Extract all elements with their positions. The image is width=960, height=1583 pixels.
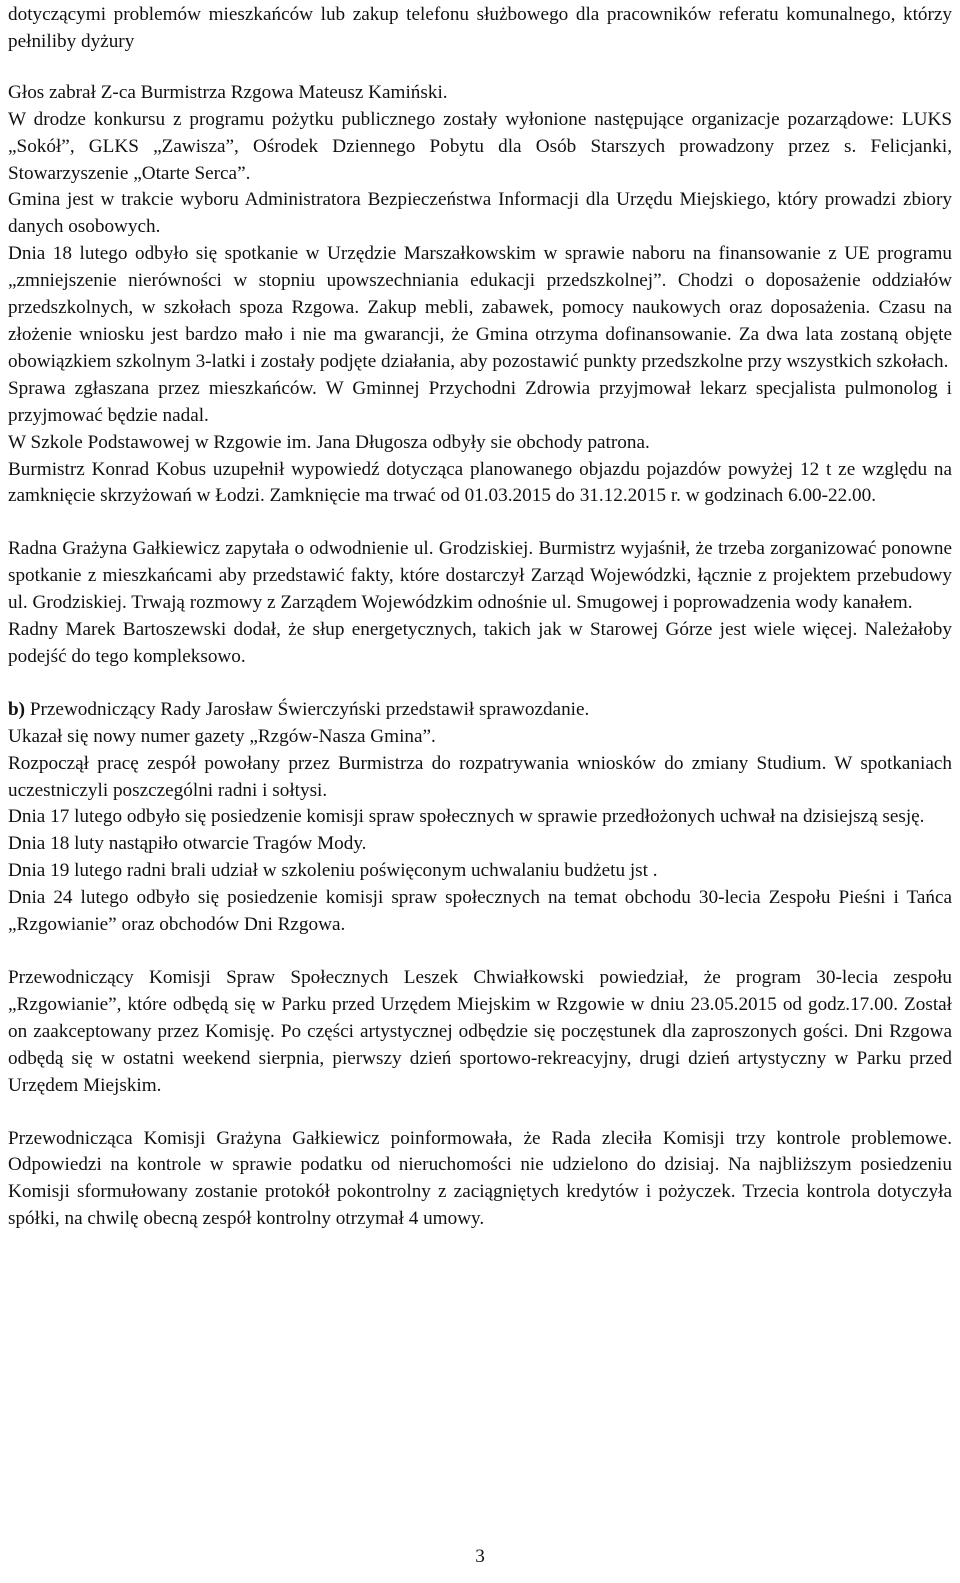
document-body [8, 2, 952, 1233]
paragraph-contest-organizations: W drodze konkursu z programu pożytku publicznego zostały wyłonione następujące organizacje pozarządowe: LUKS „Sokół”, GLKS „Zawisza”, Ośrodek Dziennego Pobytu dla Osób Starszych prowadzony przez s. Felicjanki, Stowarzyszenie „Otarte Serca”. [8, 108, 952, 184]
paragraph-committee-24: Dnia 24 lutego odbyło się posiedzenie komisji spraw społecznych na temat obchodu 30-lecia Zespołu Pieśni i Tańca „Rzgowianie” oraz obchodów Dni Rzgowa. [8, 887, 952, 936]
paragraph-gap [8, 671, 952, 697]
paragraph-clinic: Sprawa zgłaszana przez mieszkańców. W Gminnej Przychodni Zdrowia przyjmował lekarz specjalista pulmonolog i przyjmować będzie nadal. [8, 377, 952, 426]
paragraph-budget-training: Dnia 19 lutego radni brali udział w szkoleniu poświęconym uchwalaniu budżetu jst . [8, 860, 658, 882]
paragraph-preschool-funding: Dnia 18 lutego odbyło się spotkanie w Urzędzie Marszałkowskim w sprawie naboru na finansowanie z UE programu „zmniejszenie nierówności w stopniu upowszechniania edukacji przedszkolnej”. Chodzi o doposażenie oddziałów przedszkolnych, w szkołach spoza Rzgowa. Zakup mebli, zabawek, pomocy naukowych oraz doposażenia. Czasu na złożenie wniosku jest bardzo mało i nie ma gwarancji, że Gmina otrzyma dofinansowanie. Za dwa lata zostaną objęte obowiązkiem szkolnym 3-latki i zostały podjęte działania, aby pozostawić punkty przedszkolne przy wszystkich szkołach. [8, 243, 952, 372]
paragraph-traffic-detour: Burmistrz Konrad Kobus uzupełnił wypowiedź dotycząca planowanego objazdu pojazdów powyżej 12 t ze względu na zamknięcie skrzyżowań w Łodzi. Zamknięcie ma trwać od 01.03.2015 do 31.12.2015 r. w godzinach 6.00-22.00. [8, 458, 952, 507]
paragraph-audit-committee: Przewodnicząca Komisji Grażyna Gałkiewicz poinformowała, że Rada zleciła Komisji trzy kontrole problemowe. Odpowiedzi na kontrole w sprawie podatku od nieruchomości nie udzielono do dzisiaj. Na najbliższym posiedzeniu Komisji sformułowany zostanie protokół pokontrolny z zaciągniętych kredytów i pożyczek. Trzecia kontrola dotyczyła spółki, na chwilę obecną zespół kontrolny otrzymał 4 umowy. [8, 1127, 952, 1230]
paragraph-gap [8, 1100, 952, 1126]
paragraph-continuation: dotyczącymi problemów mieszkańców lub zakup telefonu służbowego dla pracowników referatu komunalnego, którzy pełniliby dyżury [8, 4, 952, 52]
paragraph-gap [8, 939, 952, 965]
paragraph-gap [8, 510, 952, 536]
section-label: b) [8, 698, 26, 720]
paragraph-anniversary-program: Przewodniczący Komisji Spraw Społecznych Leszek Chwiałkowski powiedział, że program 30-lecia zespołu „Rzgowianie”, które odbędą się w Parku przed Urzędem Miejskim w Rzgowie w dniu 23.05.2015 od godz.17.00. Został on zaakceptowany przez Komisję. Po części artystycznej odbędzie się poczęstunek dla zaproszonych gości. Dni Rzgowa odbędą się w ostatni weekend sierpnia, pierwszy dzień sportowo-rekreacyjny, drugi dzień artystyczny w Parku przed Urzędem Miejskim. [8, 967, 952, 1096]
paragraph-gap [8, 56, 952, 80]
paragraph-committee-17: Dnia 17 lutego odbyło się posiedzenie komisji spraw społecznych w sprawie przedłożonych uchwał na dzisiejszą sesję. [8, 806, 925, 828]
paragraph-fashion-fair: Dnia 18 luty nastąpiło otwarcie Tragów Mody. [8, 833, 367, 855]
paragraph-data-security: Gmina jest w trakcie wyboru Administratora Bezpieczeństwa Informacji dla Urzędu Miejskiego, który prowadzi zbiory danych osobowych. [8, 189, 952, 238]
paragraph-study-team: Rozpoczął pracę zespół powołany przez Burmistrza do rozpatrywania wniosków do zmiany Studium. W spotkaniach uczestniczyli poszczególni radni i sołtysi. [8, 752, 952, 801]
paragraph-energy-poles: Radny Marek Bartoszewski dodał, że słup energetycznych, takich jak w Starowej Górze jest wiele więcej. Należałoby podejść do tego kompleksowo. [8, 619, 952, 667]
paragraph-council-report [8, 697, 952, 724]
page-number: 3 [475, 1546, 485, 1567]
paragraph-school-patron: W Szkole Podstawowej w Rzgowie im. Jana Długosza odbyły sie obchody patrona. [8, 431, 650, 453]
paragraph-newspaper: Ukazał się nowy numer gazety „Rzgów-Nasza Gmina”. [8, 725, 436, 747]
section-text: Przewodniczący Rady Jarosław Świerczyński przedstawił sprawozdanie. [25, 698, 590, 720]
paragraph-speaker-intro: Głos zabrał Z-ca Burmistrza Rzgowa Mateusz Kamiński. [8, 81, 448, 103]
paragraph-drainage-question: Radna Grażyna Gałkiewicz zapytała o odwodnienie ul. Grodziskiej. Burmistrz wyjaśnił, że trzeba zorganizować ponowne spotkanie z mieszkańcami aby przedstawić fakty, które dostarczył Zarząd Wojewódzki, łącznie z projektem przebudowy ul. Grodziskiej. Trwają rozmowy z Zarządem Wojewódzkim odnośnie ul. Smugowej i poprowadzenia wody kanałem. [8, 538, 952, 614]
